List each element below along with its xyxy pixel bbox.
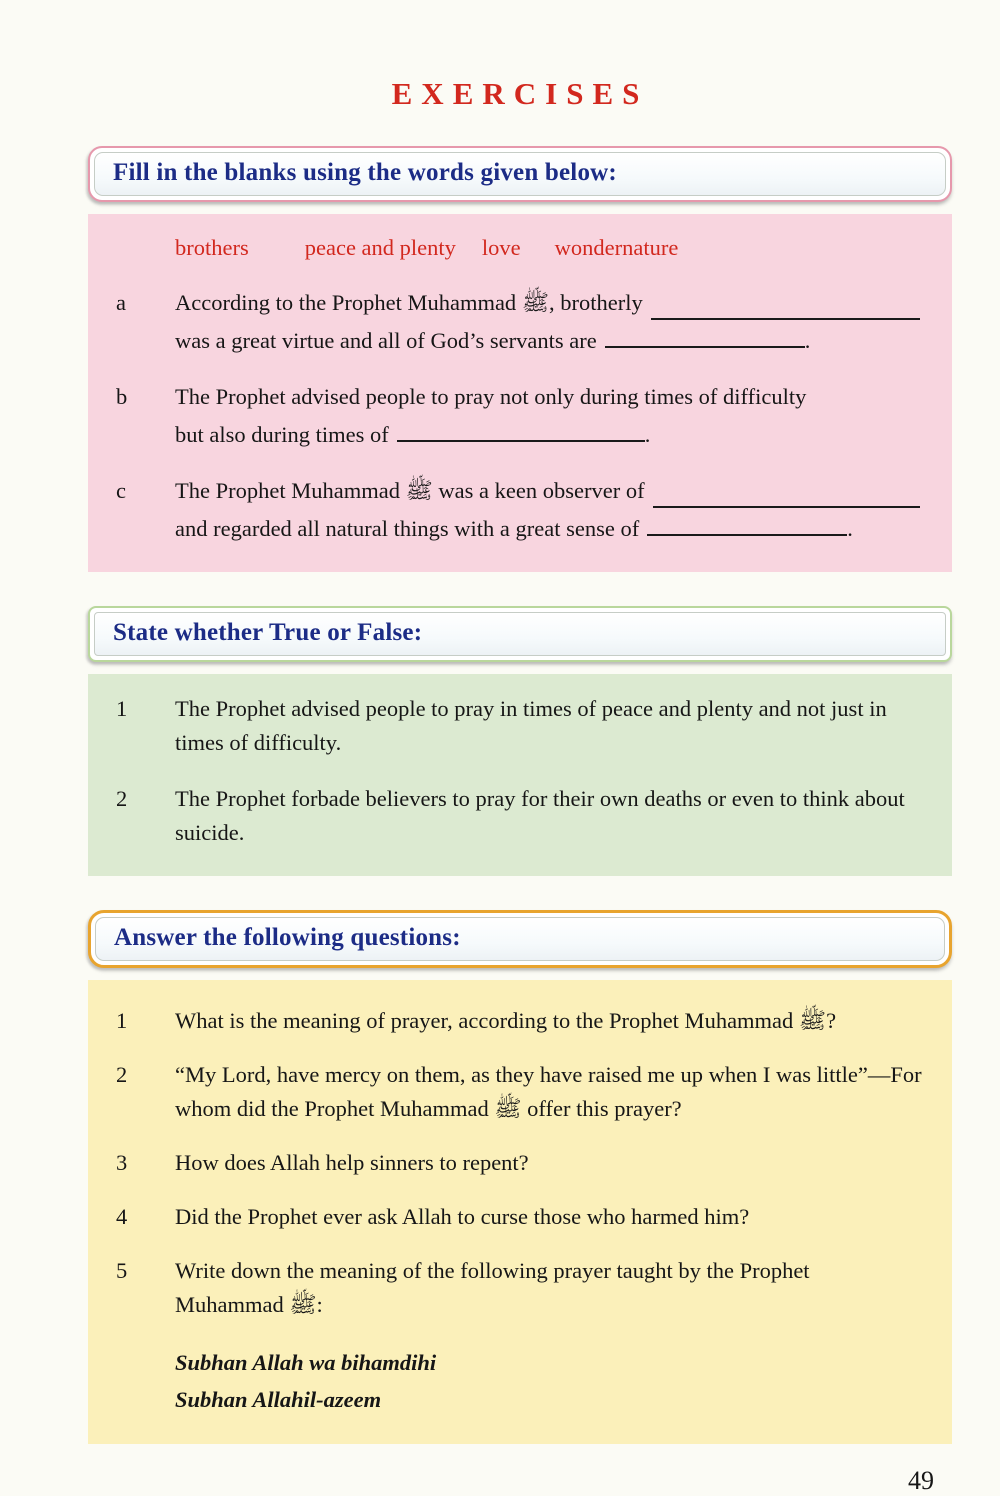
fill-blank-item-a: [116, 286, 922, 358]
word-bank-item: wondernature: [554, 235, 679, 260]
section-header-fill-blanks: [88, 146, 952, 202]
item-line-text: .: [644, 422, 651, 447]
answer-blank: [653, 480, 920, 508]
item-line-text: and regarded all natural things with a great sense of: [175, 516, 640, 541]
word-bank: [175, 232, 922, 264]
true-false-heading: State whether True or False:: [113, 619, 423, 646]
item-number: 2: [116, 786, 128, 811]
section-header-inner: [95, 917, 945, 961]
item-line: [175, 380, 922, 414]
questions-heading: Answer the following questions:: [114, 924, 461, 951]
item-label: b: [116, 384, 128, 409]
word-bank-item: brothers: [175, 235, 249, 260]
item-line: [175, 508, 922, 546]
item-number: 2: [116, 1062, 128, 1087]
question-item-3: [116, 1146, 922, 1180]
question-item-2: [116, 1058, 922, 1126]
item-label: c: [116, 478, 126, 503]
item-line-text: .: [847, 516, 853, 541]
item-line-text: .: [804, 328, 811, 353]
item-line-text: The Prophet advised people to pray not only during times of difficulty: [175, 384, 807, 409]
section-header-true-false: [88, 606, 952, 662]
question-item-1: [116, 1004, 922, 1038]
item-number: 3: [116, 1150, 128, 1175]
item-label: a: [116, 290, 126, 315]
item-number: 5: [116, 1258, 128, 1283]
page-number: 49: [908, 1466, 934, 1495]
item-text: What is the meaning of prayer, according to the Prophet Muhammad ﷺ?: [175, 1008, 837, 1033]
answer-blank: [605, 320, 805, 348]
true-false-item-2: [116, 782, 922, 850]
prayer-line: Subhan Allah wa bihamdihi: [175, 1350, 437, 1375]
question-item-4: [116, 1200, 922, 1234]
item-text: “My Lord, have mercy on them, as they have raised me up when I was little”—For whom did the Prophet Muhammad ﷺ offer this prayer?: [175, 1062, 922, 1121]
answer-blank: [647, 508, 847, 536]
item-text: Did the Prophet ever ask Allah to curse those who harmed him?: [175, 1204, 750, 1229]
item-line-text: According to the Prophet Muhammad ﷺ, brotherly: [175, 290, 643, 315]
fill-blank-item-b: [116, 380, 922, 452]
item-number: 4: [116, 1204, 128, 1229]
word-bank-item: peace and plenty: [304, 235, 456, 260]
item-text: The Prophet forbade believers to pray for their own deaths or even to think about suicide.: [175, 786, 905, 845]
fill-blanks-panel: [88, 214, 952, 572]
true-false-panel: [88, 674, 952, 876]
item-text: [175, 474, 922, 546]
item-text: The Prophet advised people to pray in times of peace and plenty and not just in times of difficulty.: [175, 696, 887, 755]
item-text: [175, 380, 922, 452]
item-line: [175, 474, 922, 508]
item-line-text: The Prophet Muhammad ﷺ was a keen observer of: [175, 478, 645, 503]
answer-blank: [651, 292, 920, 320]
word-bank-item: love: [481, 235, 521, 260]
item-text: Write down the meaning of the following prayer taught by the Prophet Muhammad ﷺ:: [175, 1258, 810, 1317]
item-line: [175, 320, 922, 358]
item-text: [175, 286, 922, 358]
fill-blanks-heading: Fill in the blanks using the words given below:: [113, 159, 617, 186]
prayer-text: [175, 1344, 922, 1418]
prayer-line: Subhan Allahil-azeem: [175, 1387, 382, 1412]
page-title: EXERCISES: [391, 76, 649, 111]
section-header-inner: [94, 612, 946, 656]
true-false-item-1: [116, 692, 922, 760]
item-number: 1: [116, 696, 128, 721]
item-line: [175, 414, 922, 452]
item-line-text: but also during times of: [175, 422, 389, 447]
answer-blank: [397, 414, 645, 442]
textbook-page: [88, 0, 952, 1496]
question-item-5: [116, 1254, 922, 1322]
fill-blank-item-c: [116, 474, 922, 546]
questions-panel: [88, 980, 952, 1444]
item-line: [175, 286, 922, 320]
item-number: 1: [116, 1008, 128, 1033]
section-header-questions: [88, 910, 952, 968]
item-text: How does Allah help sinners to repent?: [175, 1150, 529, 1175]
item-line-text: was a great virtue and all of God’s servants are: [175, 328, 597, 353]
section-header-inner: [94, 152, 946, 196]
